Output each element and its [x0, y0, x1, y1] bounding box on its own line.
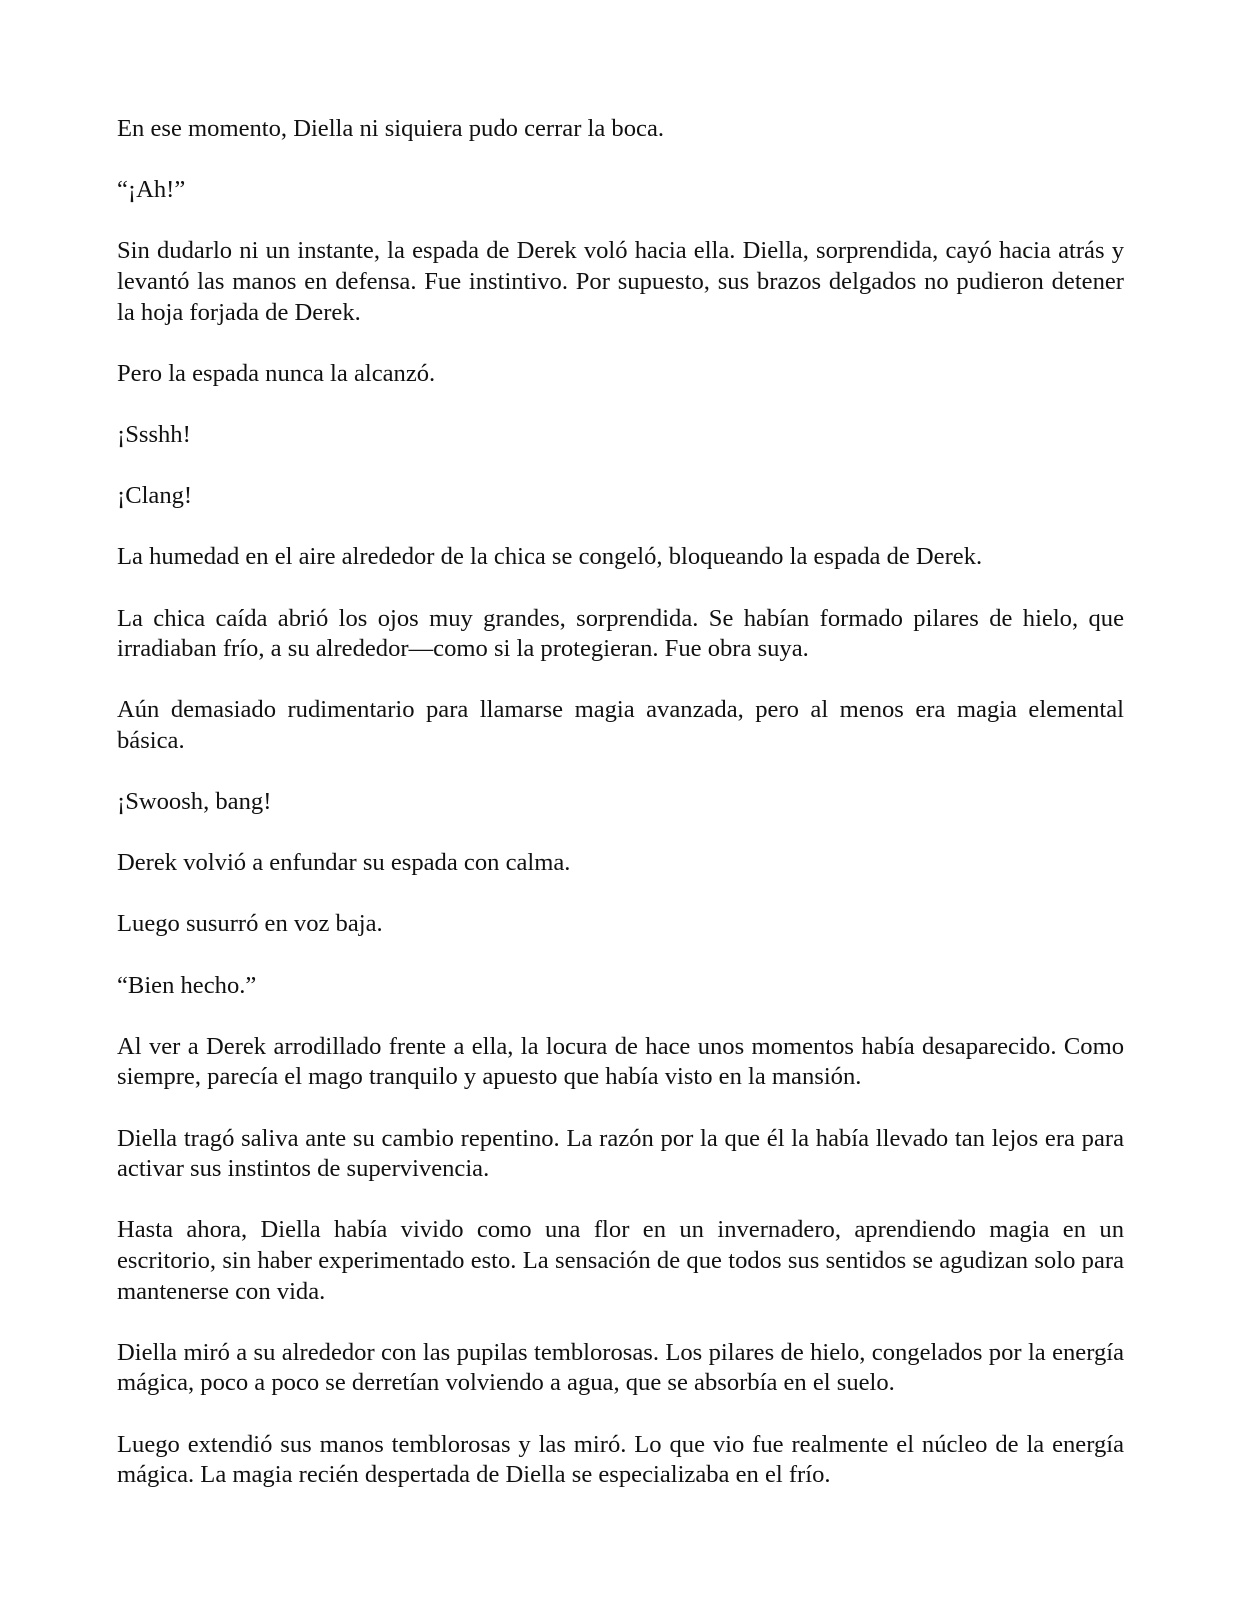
- paragraph: Luego susurró en voz baja.: [117, 910, 383, 938]
- paragraph: Diella miró a su alrededor con las pupilas temblorosas. Los pilares de hielo, congelados por la energía mágica, poco a poco se derretían volviendo a agua, que se absorbía en el suelo.: [117, 1338, 1124, 1397]
- paragraph: “¡Ah!”: [117, 176, 186, 204]
- paragraph: La humedad en el aire alrededor de la chica se congeló, bloqueando la espada de Derek.: [117, 543, 983, 571]
- paragraph: ¡Swoosh, bang!: [117, 788, 272, 816]
- paragraph: Derek volvió a enfundar su espada con calma.: [117, 849, 571, 877]
- paragraph: Luego extendió sus manos temblorosas y las miró. Lo que vio fue realmente el núcleo de la energía mágica. La magia recién despertada de Diella se especializaba en el frío.: [117, 1430, 1124, 1489]
- paragraph: Hasta ahora, Diella había vivido como una flor en un invernadero, aprendiendo magia en un escritorio, sin haber experimentado esto. La sensación de que todos sus sentidos se agudizan solo para mantenerse con vida.: [117, 1216, 1124, 1305]
- document-page: [117, 114, 1124, 1491]
- paragraph: Al ver a Derek arrodillado frente a ella, la locura de hace unos momentos había desaparecido. Como siempre, parecía el mago tranquilo y apuesto que había visto en la mansión.: [117, 1032, 1124, 1091]
- paragraph: La chica caída abrió los ojos muy grandes, sorprendida. Se habían formado pilares de hielo, que irradiaban frío, a su alrededor—como si la protegieran. Fue obra suya.: [117, 604, 1124, 663]
- paragraph: Sin dudarlo ni un instante, la espada de Derek voló hacia ella. Diella, sorprendida, cayó hacia atrás y levantó las manos en defensa. Fue instintivo. Por supuesto, sus brazos delgados no pudieron detener la hoja forjada de Derek.: [117, 237, 1124, 326]
- paragraph: Diella tragó saliva ante su cambio repentino. La razón por la que él la había llevado tan lejos era para activar sus instintos de supervivencia.: [117, 1124, 1124, 1183]
- paragraph: “Bien hecho.”: [117, 971, 257, 999]
- paragraph: ¡Clang!: [117, 482, 193, 510]
- paragraph: Pero la espada nunca la alcanzó.: [117, 359, 436, 387]
- paragraph: En ese momento, Diella ni siquiera pudo cerrar la boca.: [117, 115, 665, 142]
- paragraph: ¡Ssshh!: [117, 420, 191, 448]
- paragraph: Aún demasiado rudimentario para llamarse magia avanzada, pero al menos era magia elemental básica.: [117, 696, 1124, 754]
